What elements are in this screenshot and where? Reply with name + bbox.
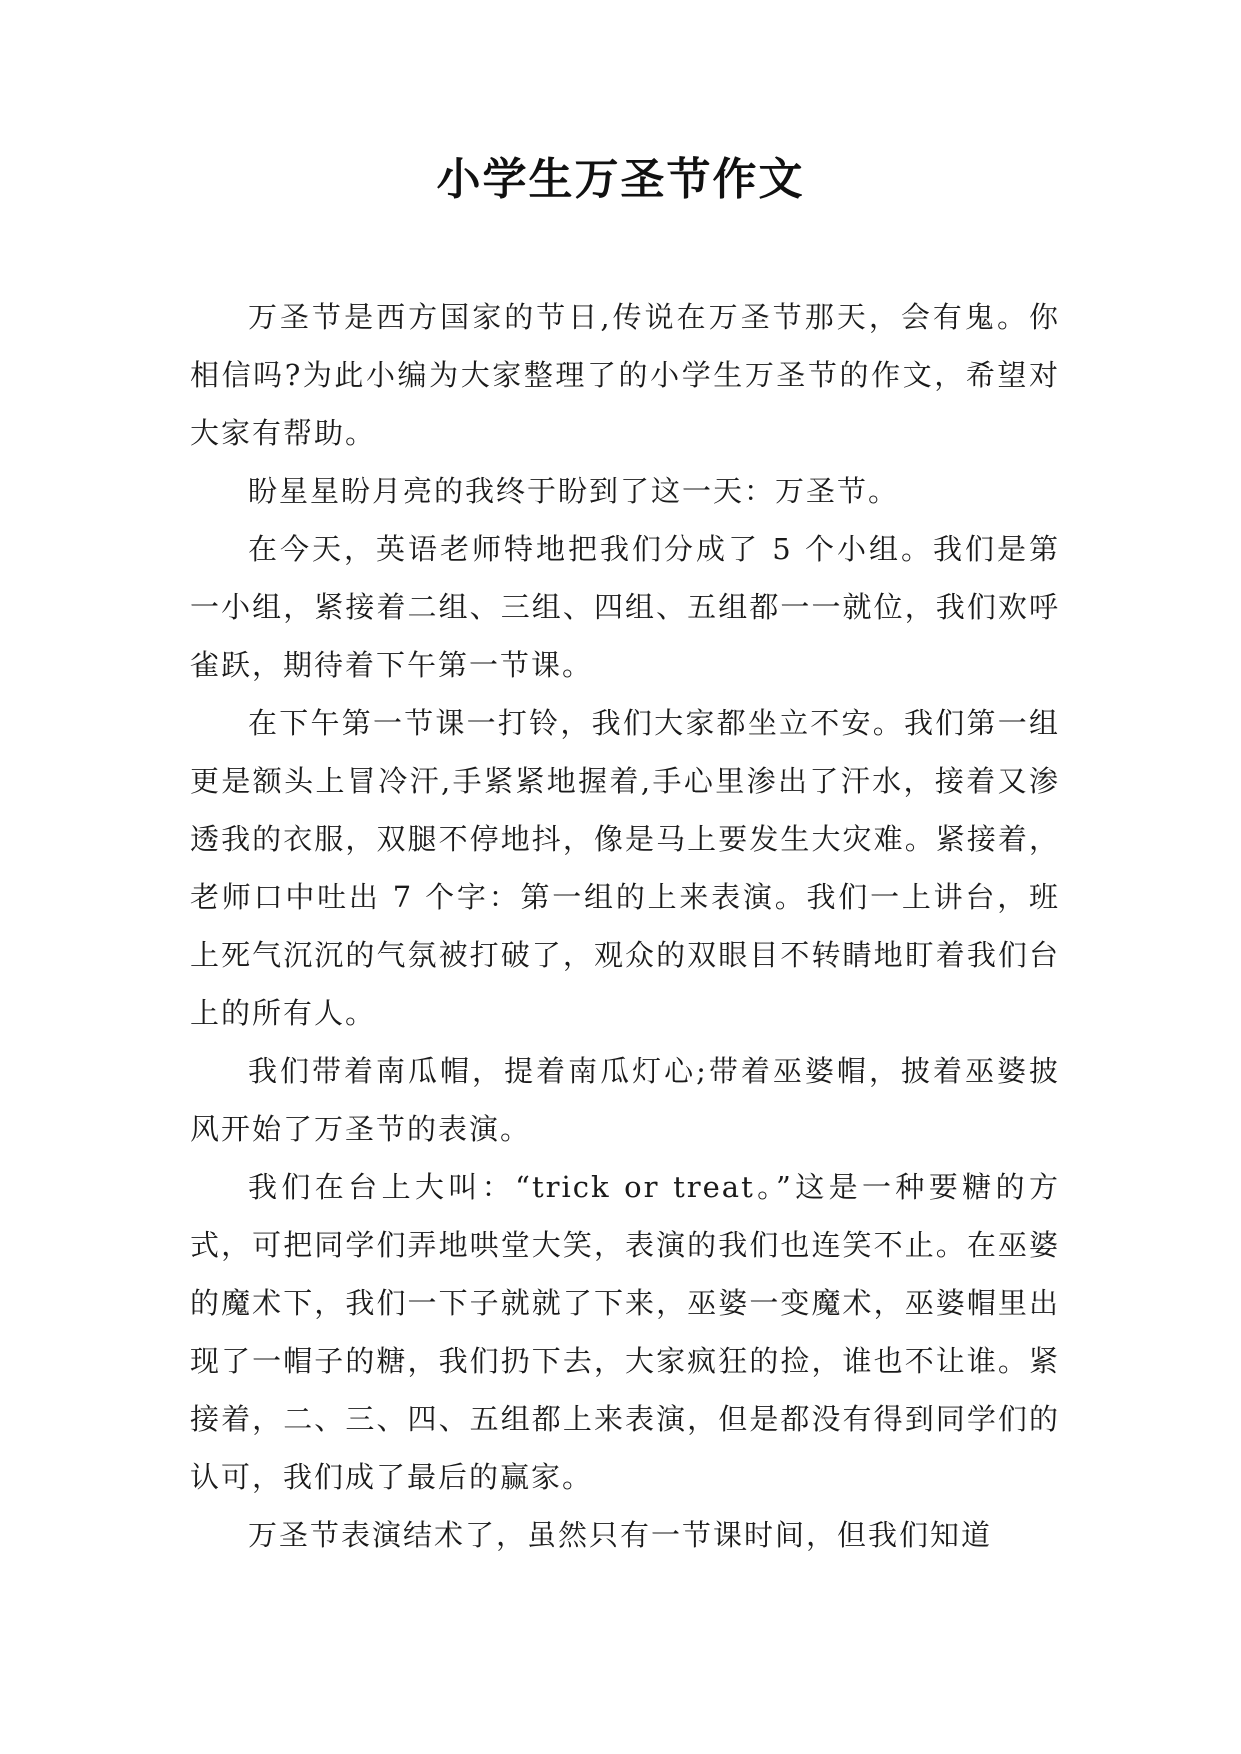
paragraph: 万圣节是西方国家的节日,传说在万圣节那天，会有鬼。你相信吗?为此小编为大家整理了的小学生万圣节的作文，希望对大家有帮助。 xyxy=(190,300,1060,450)
paragraph: 在今天，英语老师特地把我们分成了 5 个小组。我们是第一小组，紧接着二组、三组、四组、五组都一一就位，我们欢呼雀跃，期待着下午第一节课。 xyxy=(190,532,1060,682)
document-body xyxy=(190,288,1060,1564)
paragraph: 我们带着南瓜帽，提着南瓜灯心;带着巫婆帽，披着巫婆披风开始了万圣节的表演。 xyxy=(190,1054,1060,1146)
document-title: 小学生万圣节作文 xyxy=(436,154,805,205)
paragraph: 我们在台上大叫：“trick or treat。”这是一种要糖的方式，可把同学们弄地哄堂大笑，表演的我们也连笑不止。在巫婆的魔术下，我们一下子就就了下来，巫婆一变魔术，巫婆帽里出现了一帽子的糖，我们扔下去，大家疯狂的捡，谁也不让谁。紧接着，二、三、四、五组都上来表演，但是都没有得到同学们的认可，我们成了最后的赢家。 xyxy=(190,1170,1060,1494)
paragraph: 盼星星盼月亮的我终于盼到了这一天：万圣节。 xyxy=(248,474,900,508)
paragraph: 在下午第一节课一打铃，我们大家都坐立不安。我们第一组更是额头上冒冷汗,手紧紧地握着,手心里渗出了汗水，接着又渗透我的衣服，双腿不停地抖，像是马上要发生大灾难。紧接着，老师口中吐出 7 个字：第一组的上来表演。我们一上讲台，班上死气沉沉的气氛被打破了，观众的双眼目不转睛地盯着我们台上的所有人。 xyxy=(190,706,1060,1030)
paragraph: 万圣节表演结术了，虽然只有一节课时间，但我们知道 xyxy=(248,1518,993,1552)
